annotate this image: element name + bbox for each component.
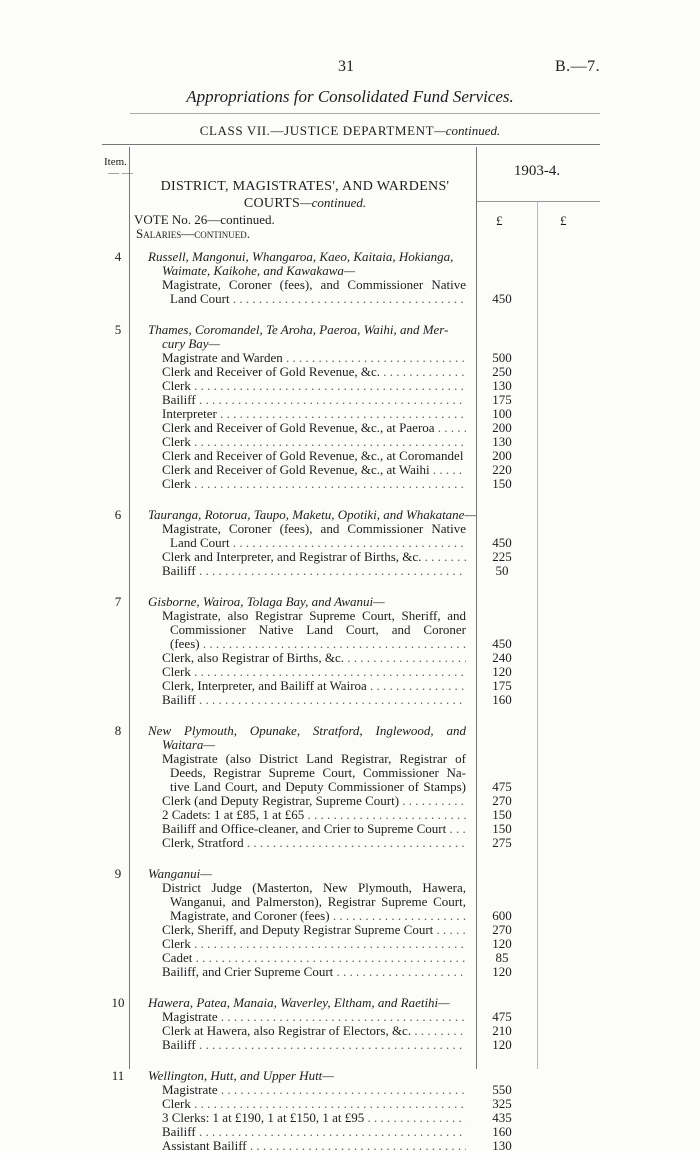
page-title: Appropriations for Consolidated Fund Services. — [186, 87, 514, 106]
item-number: 9 — [114, 866, 122, 881]
row-amount: 450 — [492, 535, 512, 550]
table-row — [0, 564, 700, 578]
row-description: Magistrate, and Coroner (fees) . . . — [170, 909, 466, 923]
row-amount: 130 — [492, 1138, 512, 1153]
table-row — [0, 250, 700, 264]
table-row — [0, 337, 700, 351]
row-description: Russell, Mangonui, Whangaroa, Kaeo, Kaitaia, Hokianga, — [148, 250, 454, 264]
table-row — [0, 1139, 700, 1153]
table-row — [0, 1038, 700, 1052]
table-row — [0, 651, 700, 665]
row-description: Clerk and Receiver of Gold Revenue, &c., at Waihi . . . — [162, 463, 466, 477]
row-amount: 160 — [492, 692, 512, 707]
row-description: Magistrate (also District Land Registrar, Registrar of — [162, 752, 466, 766]
table-row — [0, 693, 700, 707]
row-amount: 120 — [492, 1037, 512, 1052]
row-description: Hawera, Patea, Manaia, Waverley, Eltham, and Raetihi— — [148, 996, 450, 1010]
row-description: Clerk and Receiver of Gold Revenue, &c. . . . — [162, 365, 466, 379]
row-description: Clerk . . . — [162, 477, 466, 491]
table-top-rule — [102, 144, 600, 145]
table-row — [0, 213, 700, 227]
table-row — [0, 1069, 700, 1083]
table-row — [0, 278, 700, 292]
table-row — [0, 1097, 700, 1111]
row-amount: 325 — [492, 1096, 512, 1111]
row-amount: 130 — [492, 434, 512, 449]
currency-symbol-amount: £ — [496, 213, 503, 228]
row-amount: 475 — [492, 779, 512, 794]
row-amount: 270 — [492, 793, 512, 808]
row-amount: 130 — [492, 378, 512, 393]
table-row — [0, 996, 700, 1010]
table-row — [0, 379, 700, 393]
row-amount: 270 — [492, 922, 512, 937]
item-number: 8 — [114, 723, 122, 738]
table-row — [0, 965, 700, 979]
row-description: Land Court . . . — [170, 536, 466, 550]
table-row — [0, 794, 700, 808]
table-row — [0, 292, 700, 306]
table-row — [0, 623, 700, 637]
row-description: Interpreter . . . — [162, 407, 466, 421]
table-row — [0, 264, 700, 278]
table-row — [0, 407, 700, 421]
table-row — [0, 609, 700, 623]
table-row — [0, 923, 700, 937]
title-rule — [130, 113, 600, 114]
row-description: (fees) . . . — [170, 637, 466, 651]
table-row — [0, 227, 700, 241]
row-description: Bailiff . . . — [162, 1038, 466, 1052]
row-description: Magistrate and Warden . . . — [162, 351, 466, 365]
table-row — [0, 867, 700, 881]
row-amount: 450 — [492, 291, 512, 306]
row-description: Clerk at Hawera, also Registrar of Electors, &c. . . . — [162, 1024, 466, 1038]
class-heading — [0, 123, 700, 139]
row-description: 2 Cadets: 1 at £85, 1 at £65 . . . — [162, 808, 466, 822]
table-row — [0, 508, 700, 522]
row-description: Clerk . . . — [162, 435, 466, 449]
row-amount: 450 — [492, 636, 512, 651]
row-description: Clerk and Receiver of Gold Revenue, &c., at Paeroa . . . — [162, 421, 466, 435]
table-row — [0, 1125, 700, 1139]
row-description: New Plymouth, Opunake, Stratford, Inglewood, and — [148, 724, 466, 738]
table-row — [0, 752, 700, 766]
row-amount: 100 — [492, 406, 512, 421]
table-row — [0, 665, 700, 679]
section-heading-line2 — [132, 195, 478, 212]
row-description: Deeds, Registrar Supreme Court, Commissioner Na- — [170, 766, 466, 780]
row-description: Clerk . . . — [162, 1097, 466, 1111]
row-description: Thames, Coromandel, Te Aroha, Paeroa, Waihi, and Mer- — [148, 323, 449, 337]
table-row — [0, 550, 700, 564]
row-description: Clerk, Stratford . . . — [162, 836, 466, 850]
item-number: 4 — [114, 249, 122, 264]
table-row — [0, 1010, 700, 1024]
table-row — [0, 881, 700, 895]
row-description: Bailiff . . . — [162, 393, 466, 407]
table-row — [0, 435, 700, 449]
row-description: Wellington, Hutt, and Upper Hutt— — [148, 1069, 334, 1083]
row-amount: 50 — [495, 563, 509, 578]
class-heading-text: CLASS VII.—JUSTICE DEPARTMENT — [199, 123, 435, 138]
item-number: 11 — [111, 1068, 125, 1083]
table-row — [0, 477, 700, 491]
row-amount: 150 — [492, 807, 512, 822]
item-number: 5 — [114, 322, 122, 337]
row-description: Tauranga, Rotorua, Taupo, Maketu, Opotiki, and Whakatane— — [148, 508, 477, 522]
row-description: Clerk and Receiver of Gold Revenue, &c., at Coromandel . . . — [162, 449, 466, 463]
table-row — [0, 536, 700, 550]
table-row — [0, 1111, 700, 1125]
row-amount: 500 — [492, 350, 512, 365]
row-amount: 435 — [492, 1110, 512, 1125]
row-description: Magistrate, also Registrar Supreme Court, Sheriff, and — [162, 609, 466, 623]
year-header: 1903-4. — [513, 163, 561, 179]
row-description: Cadet . . . — [162, 951, 466, 965]
row-description: Bailiff, and Crier Supreme Court . . . — [162, 965, 466, 979]
table-row — [0, 937, 700, 951]
row-description: Clerk (and Deputy Registrar, Supreme Court) . . . — [162, 794, 466, 808]
row-amount: 85 — [495, 950, 509, 965]
row-description: Bailiff and Office-cleaner, and Crier to Supreme Court . . . — [162, 822, 466, 836]
row-amount: 120 — [492, 664, 512, 679]
row-description: Bailiff . . . — [162, 693, 466, 707]
table-row — [0, 836, 700, 850]
table-row — [0, 421, 700, 435]
year-header-rule — [477, 201, 600, 202]
table-row — [0, 780, 700, 794]
item-column-header: Item. — [104, 156, 127, 168]
row-description: Gisborne, Wairoa, Tolaga Bay, and Awanui— — [148, 595, 385, 609]
row-description: Clerk, also Registrar of Births, &c. . . . — [162, 651, 466, 665]
currency-symbol-total: £ — [560, 213, 567, 228]
row-amount: 200 — [492, 448, 512, 463]
row-amount: 225 — [492, 549, 512, 564]
section-heading-courts: COURTS — [243, 196, 301, 211]
row-amount: 120 — [492, 936, 512, 951]
item-column-dash: — — — [108, 167, 133, 179]
row-description: Clerk . . . — [162, 665, 466, 679]
table-row — [0, 679, 700, 693]
table-row — [0, 393, 700, 407]
row-description: Waitara— — [162, 738, 215, 752]
row-description: Land Court . . . — [170, 292, 466, 306]
row-amount: 200 — [492, 420, 512, 435]
row-amount: 600 — [492, 908, 512, 923]
row-description: Clerk . . . — [162, 937, 466, 951]
paper-reference: B.—7. — [555, 58, 601, 75]
row-description: Magistrate, Coroner (fees), and Commissioner Native — [162, 522, 466, 536]
item-number: 6 — [114, 507, 122, 522]
row-amount: 150 — [492, 821, 512, 836]
table-row — [0, 724, 700, 738]
row-description: Clerk, Sheriff, and Deputy Registrar Supreme Court . . . — [162, 923, 466, 937]
row-description: Wanganui, and Palmerston), Registrar Supreme Court, — [170, 895, 466, 909]
table-row — [0, 766, 700, 780]
row-description: District Judge (Masterton, New Plymouth, Hawera, — [162, 881, 466, 895]
table-row — [0, 1024, 700, 1038]
row-description: Waimate, Kaikohe, and Kawakawa— — [162, 264, 356, 278]
row-description: Wanganui— — [148, 867, 212, 881]
class-heading-continued: —continued. — [434, 123, 501, 138]
item-number: 10 — [111, 995, 125, 1010]
row-amount: 250 — [492, 364, 512, 379]
table-row — [0, 808, 700, 822]
table-row — [0, 1083, 700, 1097]
item-number: 7 — [114, 594, 122, 609]
row-amount: 475 — [492, 1009, 512, 1024]
row-description: VOTE No. 26—continued. — [134, 213, 275, 227]
table-row — [0, 637, 700, 651]
row-amount: 275 — [492, 835, 512, 850]
table-row — [0, 522, 700, 536]
row-description: Clerk, Interpreter, and Bailiff at Wairoa . . . — [162, 679, 466, 693]
section-heading — [132, 179, 478, 212]
row-amount: 240 — [492, 650, 512, 665]
table-row — [0, 323, 700, 337]
row-description: Bailiff . . . — [162, 564, 466, 578]
row-amount: 175 — [492, 678, 512, 693]
table-row — [0, 822, 700, 836]
row-amount: 150 — [492, 476, 512, 491]
table-row — [0, 595, 700, 609]
row-amount: 210 — [492, 1023, 512, 1038]
page-number: 31 — [338, 58, 354, 75]
row-description: cury Bay— — [162, 337, 221, 351]
row-description: Commissioner Native Land Court, and Coroner — [170, 623, 466, 637]
row-amount: 120 — [492, 964, 512, 979]
table-row — [0, 449, 700, 463]
section-heading-continued: —continued. — [300, 195, 367, 210]
table-row — [0, 909, 700, 923]
row-description: Clerk and Interpreter, and Registrar of Births, &c. . . . — [162, 550, 466, 564]
section-heading-line1: DISTRICT, MAGISTRATES', AND WARDENS' — [160, 179, 450, 194]
row-description: Clerk . . . — [162, 379, 466, 393]
row-description: Bailiff . . . — [162, 1125, 466, 1139]
row-amount: 220 — [492, 462, 512, 477]
row-description: Salaries—continued. — [136, 227, 250, 241]
table-row — [0, 895, 700, 909]
table-row — [0, 463, 700, 477]
row-description: Assistant Bailiff . . . — [162, 1139, 466, 1153]
row-description: Magistrate . . . — [162, 1010, 466, 1024]
row-amount: 175 — [492, 392, 512, 407]
row-amount: 550 — [492, 1082, 512, 1097]
row-description: Magistrate . . . — [162, 1083, 466, 1097]
table-row — [0, 365, 700, 379]
table-row — [0, 738, 700, 752]
row-description: Magistrate, Coroner (fees), and Commissioner Native — [162, 278, 466, 292]
table-row — [0, 351, 700, 365]
row-description: tive Land Court, and Deputy Commissioner of Stamps) — [170, 780, 466, 794]
row-description: 3 Clerks: 1 at £190, 1 at £150, 1 at £95 . . . — [162, 1111, 466, 1125]
row-amount: 160 — [492, 1124, 512, 1139]
table-row — [0, 951, 700, 965]
